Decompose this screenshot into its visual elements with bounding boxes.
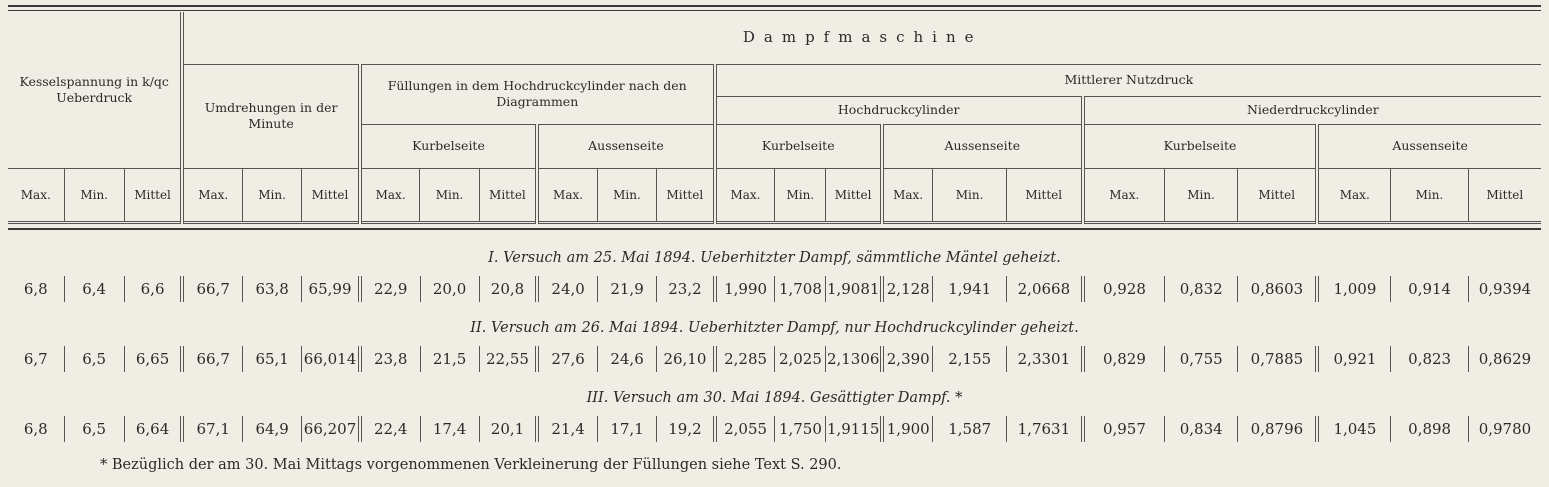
cell: 1,587 — [933, 416, 1006, 442]
header-kessel: Kesselspannung in k/qc Ueberdruck — [8, 12, 182, 168]
cell: 0,7885 — [1238, 346, 1318, 372]
cell: 24,6 — [597, 346, 656, 372]
col-mittel: Mittel — [826, 168, 882, 222]
col-max: Max. — [537, 168, 597, 222]
cell: 27,6 — [537, 346, 597, 372]
col-min: Min. — [597, 168, 656, 222]
header-nd-kurbel: Kurbelseite — [1083, 124, 1318, 168]
col-min: Min. — [933, 168, 1006, 222]
cell: 0,8603 — [1238, 276, 1318, 302]
header-nutzdruck: Mittlerer Nutzdruck — [715, 64, 1541, 96]
col-min: Min. — [64, 168, 124, 222]
cell: 0,832 — [1164, 276, 1237, 302]
cell: 2,128 — [882, 276, 933, 302]
header-bottom-rule — [8, 228, 1541, 230]
col-mittel: Mittel — [1468, 168, 1541, 222]
cell: 1,990 — [715, 276, 775, 302]
cell: 21,5 — [420, 346, 479, 372]
cell: 0,755 — [1164, 346, 1237, 372]
col-mittel: Mittel — [302, 168, 360, 222]
header-fuellungen: Füllungen in dem Hochdruckcylinder nach den Diagrammen — [360, 64, 715, 124]
cell: 23,2 — [657, 276, 715, 302]
cell: 1,9115 — [826, 416, 882, 442]
col-max: Max. — [182, 168, 242, 222]
cell: 0,957 — [1083, 416, 1165, 442]
col-max: Max. — [360, 168, 420, 222]
cell: 22,55 — [479, 346, 537, 372]
col-mittel: Mittel — [657, 168, 715, 222]
cell: 66,7 — [182, 346, 242, 372]
header-hochdruck: Hochdruckcylinder — [715, 96, 1083, 124]
cell: 0,823 — [1391, 346, 1469, 372]
cell: 1,009 — [1317, 276, 1390, 302]
top-rule — [8, 5, 1541, 7]
cell: 24,0 — [537, 276, 597, 302]
cell: 63,8 — [243, 276, 302, 302]
cell: 21,9 — [597, 276, 656, 302]
cell: 67,1 — [182, 416, 242, 442]
cell: 2,285 — [715, 346, 775, 372]
cell: 6,4 — [64, 276, 124, 302]
cell: 1,750 — [775, 416, 826, 442]
cell: 66,7 — [182, 276, 242, 302]
cell: 1,941 — [933, 276, 1006, 302]
header-hd-kurbel: Kurbelseite — [715, 124, 882, 168]
cell: 6,8 — [23, 280, 48, 298]
cell: 0,8796 — [1238, 416, 1318, 442]
cell: 0,834 — [1164, 416, 1237, 442]
cell: 6,5 — [64, 416, 124, 442]
header-nd-aussen: Aussenseite — [1317, 124, 1541, 168]
cell: 20,1 — [479, 416, 537, 442]
cell: 2,025 — [775, 346, 826, 372]
versuch-1-caption: I. Versuch am 25. Mai 1894. Ueberhitzter Dampf, sämmtliche Mäntel geheizt. — [488, 250, 1061, 266]
cell: 22,9 — [360, 276, 420, 302]
versuch-2-row — [8, 346, 1541, 372]
cell: 17,1 — [597, 416, 656, 442]
cell: 2,155 — [933, 346, 1006, 372]
cell: 17,4 — [420, 416, 479, 442]
cell: 0,928 — [1083, 276, 1165, 302]
versuch-2-caption: II. Versuch am 26. Mai 1894. Ueberhitzter Dampf, nur Hochdruckcylinder geheizt. — [470, 320, 1079, 336]
header-dampfmaschine: Dampfmaschine — [182, 12, 1541, 64]
versuch-3-caption: III. Versuch am 30. Mai 1894. Gesättigter Dampf. * — [586, 390, 963, 406]
cell: 1,9081 — [826, 276, 882, 302]
header-fuell-aussen: Aussenseite — [537, 124, 714, 168]
cell: 0,9394 — [1468, 276, 1541, 302]
top-rule-thin — [8, 10, 1541, 11]
cell: 0,8629 — [1468, 346, 1541, 372]
footnote: * Bezüglich der am 30. Mai Mittags vorgenommenen Verkleinerung der Füllungen siehe Text S. 290. — [100, 457, 842, 473]
cell: 2,055 — [715, 416, 775, 442]
versuch-1-row — [8, 276, 1541, 302]
col-mittel: Mittel — [124, 168, 182, 222]
cell: 6,5 — [64, 346, 124, 372]
col-max: Max. — [882, 168, 933, 222]
cell: 2,3301 — [1006, 346, 1082, 372]
col-max: Max. — [8, 168, 64, 222]
col-max: Max. — [715, 168, 775, 222]
header-fuell-kurbel: Kurbelseite — [360, 124, 537, 168]
header-umdrehungen: Umdrehungen in der Minute — [182, 64, 359, 168]
versuch-3-row — [8, 416, 1541, 442]
col-mittel: Mittel — [1006, 168, 1082, 222]
cell: 1,7631 — [1006, 416, 1082, 442]
col-min: Min. — [1164, 168, 1237, 222]
cell: 0,829 — [1083, 346, 1165, 372]
cell: 0,921 — [1317, 346, 1390, 372]
col-min: Min. — [243, 168, 302, 222]
cell: 23,8 — [360, 346, 420, 372]
cell: 20,8 — [479, 276, 537, 302]
cell: 22,4 — [360, 416, 420, 442]
cell: 0,914 — [1391, 276, 1469, 302]
col-mittel: Mittel — [479, 168, 537, 222]
col-max: Max. — [1083, 168, 1165, 222]
cell: 2,1306 — [826, 346, 882, 372]
col-min: Min. — [420, 168, 479, 222]
cell: 6,8 — [23, 420, 48, 438]
cell: 26,10 — [657, 346, 715, 372]
header-niederdruck: Niederdruckcylinder — [1083, 96, 1541, 124]
cell: 6,7 — [23, 350, 48, 368]
cell: 65,99 — [302, 276, 360, 302]
cell: 6,64 — [124, 416, 182, 442]
cell: 66,014 — [302, 346, 360, 372]
cell: 65,1 — [243, 346, 302, 372]
cell: 0,898 — [1391, 416, 1469, 442]
cell: 6,6 — [124, 276, 182, 302]
table-header — [8, 12, 1541, 224]
cell: 21,4 — [537, 416, 597, 442]
col-max: Max. — [1317, 168, 1390, 222]
cell: 1,045 — [1317, 416, 1390, 442]
cell: 0,9780 — [1468, 416, 1541, 442]
cell: 66,207 — [302, 416, 360, 442]
col-mittel: Mittel — [1238, 168, 1318, 222]
cell: 64,9 — [243, 416, 302, 442]
header-hd-aussen: Aussenseite — [882, 124, 1083, 168]
cell: 2,390 — [882, 346, 933, 372]
cell: 19,2 — [657, 416, 715, 442]
cell: 6,65 — [124, 346, 182, 372]
cell: 1,708 — [775, 276, 826, 302]
col-min: Min. — [775, 168, 826, 222]
cell: 20,0 — [420, 276, 479, 302]
col-min: Min. — [1391, 168, 1469, 222]
cell: 2,0668 — [1006, 276, 1082, 302]
cell: 1,900 — [882, 416, 933, 442]
